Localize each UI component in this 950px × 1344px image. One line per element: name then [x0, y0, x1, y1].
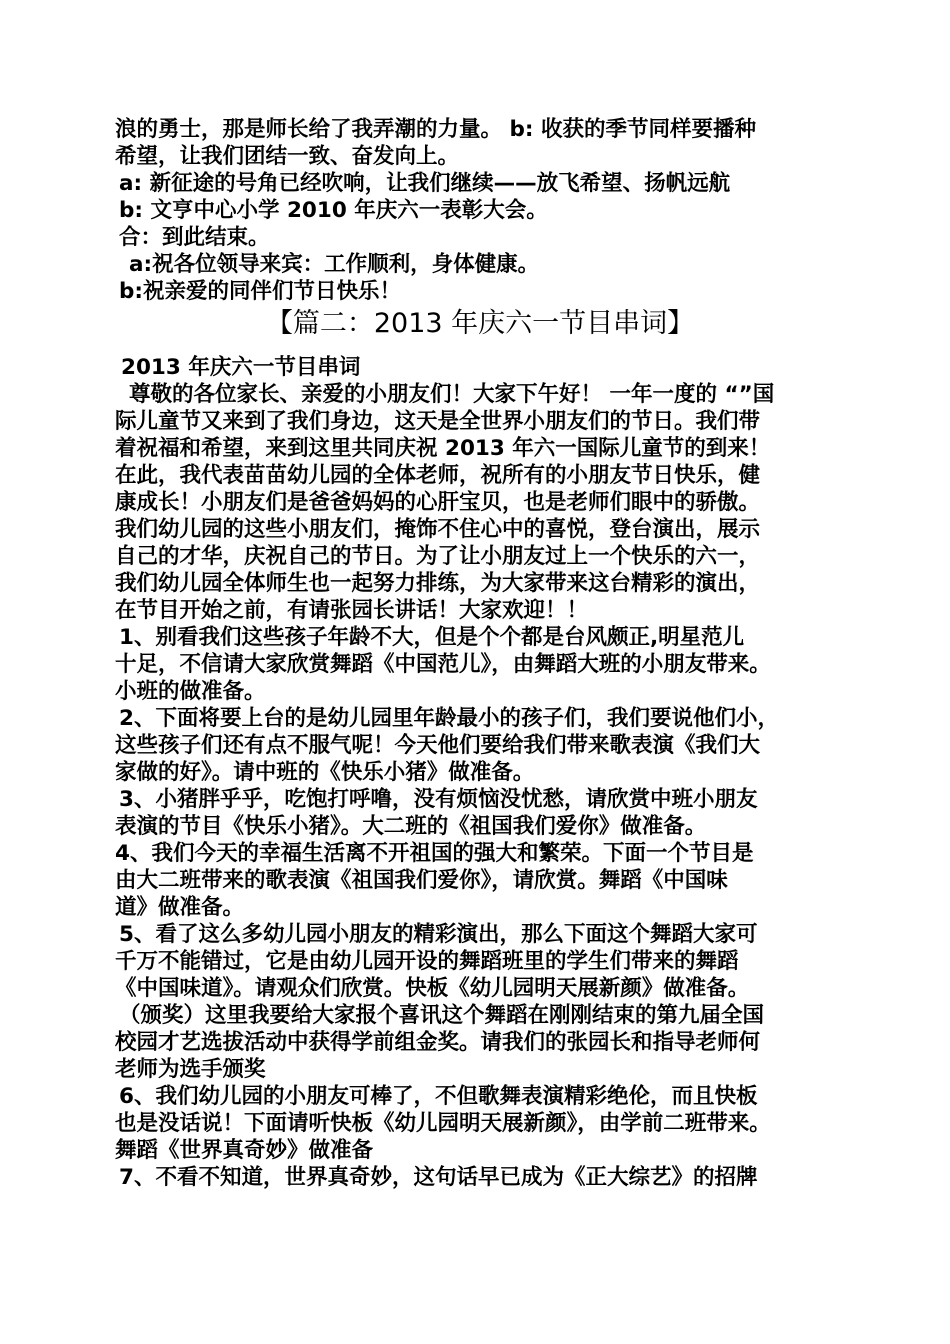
- text-line: 家做的好》。请中班的《快乐小猪》做准备。: [115, 760, 535, 785]
- text-line: b:祝亲爱的同伴们节日快乐！: [119, 279, 401, 304]
- text-line: 十足，不信请大家欣赏舞蹈《中国范儿》，由舞蹈大班的小朋友带来。: [115, 652, 771, 677]
- document-page: [115, 116, 845, 1191]
- subtitle: 2013 年庆六一节目串词: [121, 355, 361, 380]
- text-line: 着祝福和希望，来到这里共同庆祝 2013 年六一国际儿童节的到来！: [115, 436, 771, 461]
- text-line: 2、下面将要上台的是幼儿园里年龄最小的孩子们，我们要说他们小，: [119, 706, 779, 731]
- text-line: 小班的做准备。: [115, 679, 266, 704]
- text-line: 在节目开始之前，有请张园长讲话！大家欢迎！！: [115, 598, 589, 623]
- section-title: 【篇二：2013 年庆六一节目串词】: [265, 308, 695, 339]
- text-line: a:祝各位领导来宾：工作顺利，身体健康。: [129, 252, 540, 277]
- text-line: 《中国味道》。请观众们欣赏。快板《幼儿园明天展新颜》做准备。: [115, 976, 750, 1001]
- text-line: 际儿童节又来到了我们身边，这天是全世界小朋友们的节日。我们带: [115, 409, 761, 434]
- text-line: 千万不能错过，它是由幼儿园开设的舞蹈班里的学生们带来的舞蹈: [115, 949, 739, 974]
- text-line: （颁奖）这里我要给大家报个喜讯这个舞蹈在刚刚结束的第九届全国: [119, 1003, 765, 1028]
- text-line: 7、不看不知道，世界真奇妙，这句话早已成为《正大综艺》的招牌: [119, 1165, 758, 1190]
- text-line: 自己的才华，庆祝自己的节日。为了让小朋友过上一个快乐的六一，: [115, 544, 761, 569]
- text-line: 这些孩子们还有点不服气呢！今天他们要给我们带来歌表演《我们大: [115, 733, 761, 758]
- text-line: 尊敬的各位家长、亲爱的小朋友们！大家下午好！ 一年一度的 “”国: [129, 382, 775, 407]
- text-line: 3、小猪胖乎乎，吃饱打呼噜，没有烦恼没忧愁，请欣赏中班小朋友: [119, 787, 758, 812]
- text-line: 舞蹈《世界真奇妙》做准备: [115, 1138, 374, 1163]
- text-line: 我们幼儿园的这些小朋友们，掩饰不住心中的喜悦，登台演出，展示: [115, 517, 761, 542]
- text-line: 希望，让我们团结一致、奋发向上。: [115, 144, 460, 169]
- text-line: 道》做准备。: [115, 895, 245, 920]
- text-line: b: 文亨中心小学 2010 年庆六一表彰大会。: [119, 198, 548, 223]
- text-line: 我们幼儿园全体师生也一起努力排练，为大家带来这台精彩的演出，: [115, 571, 761, 596]
- text-line: 6、我们幼儿园的小朋友可棒了，不但歌舞表演精彩绝伦，而且快板: [119, 1084, 758, 1109]
- text-line: a: 新征途的号角已经吹响，让我们继续——放飞希望、扬帆远航: [119, 171, 731, 196]
- text-line: 5、看了这么多幼儿园小朋友的精彩演出，那么下面这个舞蹈大家可: [119, 922, 758, 947]
- text-line: 由大二班带来的歌表演《祖国我们爱你》，请欣赏。舞蹈《中国味: [115, 868, 728, 893]
- text-line: 也是没话说！下面请听快板《幼儿园明天展新颜》，由学前二班带来。: [115, 1111, 771, 1136]
- text-line: 老师为选手颁奖: [115, 1057, 266, 1082]
- text-line: 表演的节目《快乐小猪》。大二班的《祖国我们爱你》做准备。: [115, 814, 707, 839]
- text-line: 在此，我代表苗苗幼儿园的全体老师，祝所有的小朋友节日快乐，健: [115, 463, 761, 488]
- text-line: 4、我们今天的幸福生活离不开祖国的强大和繁荣。下面一个节目是: [115, 841, 754, 866]
- text-line: 浪的勇士，那是师长给了我弄潮的力量。 b: 收获的季节同样要播种: [115, 117, 756, 142]
- text-line: 校园才艺选拔活动中获得学前组金奖。请我们的张园长和指导老师何: [115, 1030, 761, 1055]
- text-line: 1、别看我们这些孩子年龄不大，但是个个都是台风颇正,明星范儿: [119, 625, 745, 650]
- text-line: 康成长！小朋友们是爸爸妈妈的心肝宝贝，也是老师们眼中的骄傲。: [115, 490, 761, 515]
- text-line: 合：到此结束。: [119, 225, 270, 250]
